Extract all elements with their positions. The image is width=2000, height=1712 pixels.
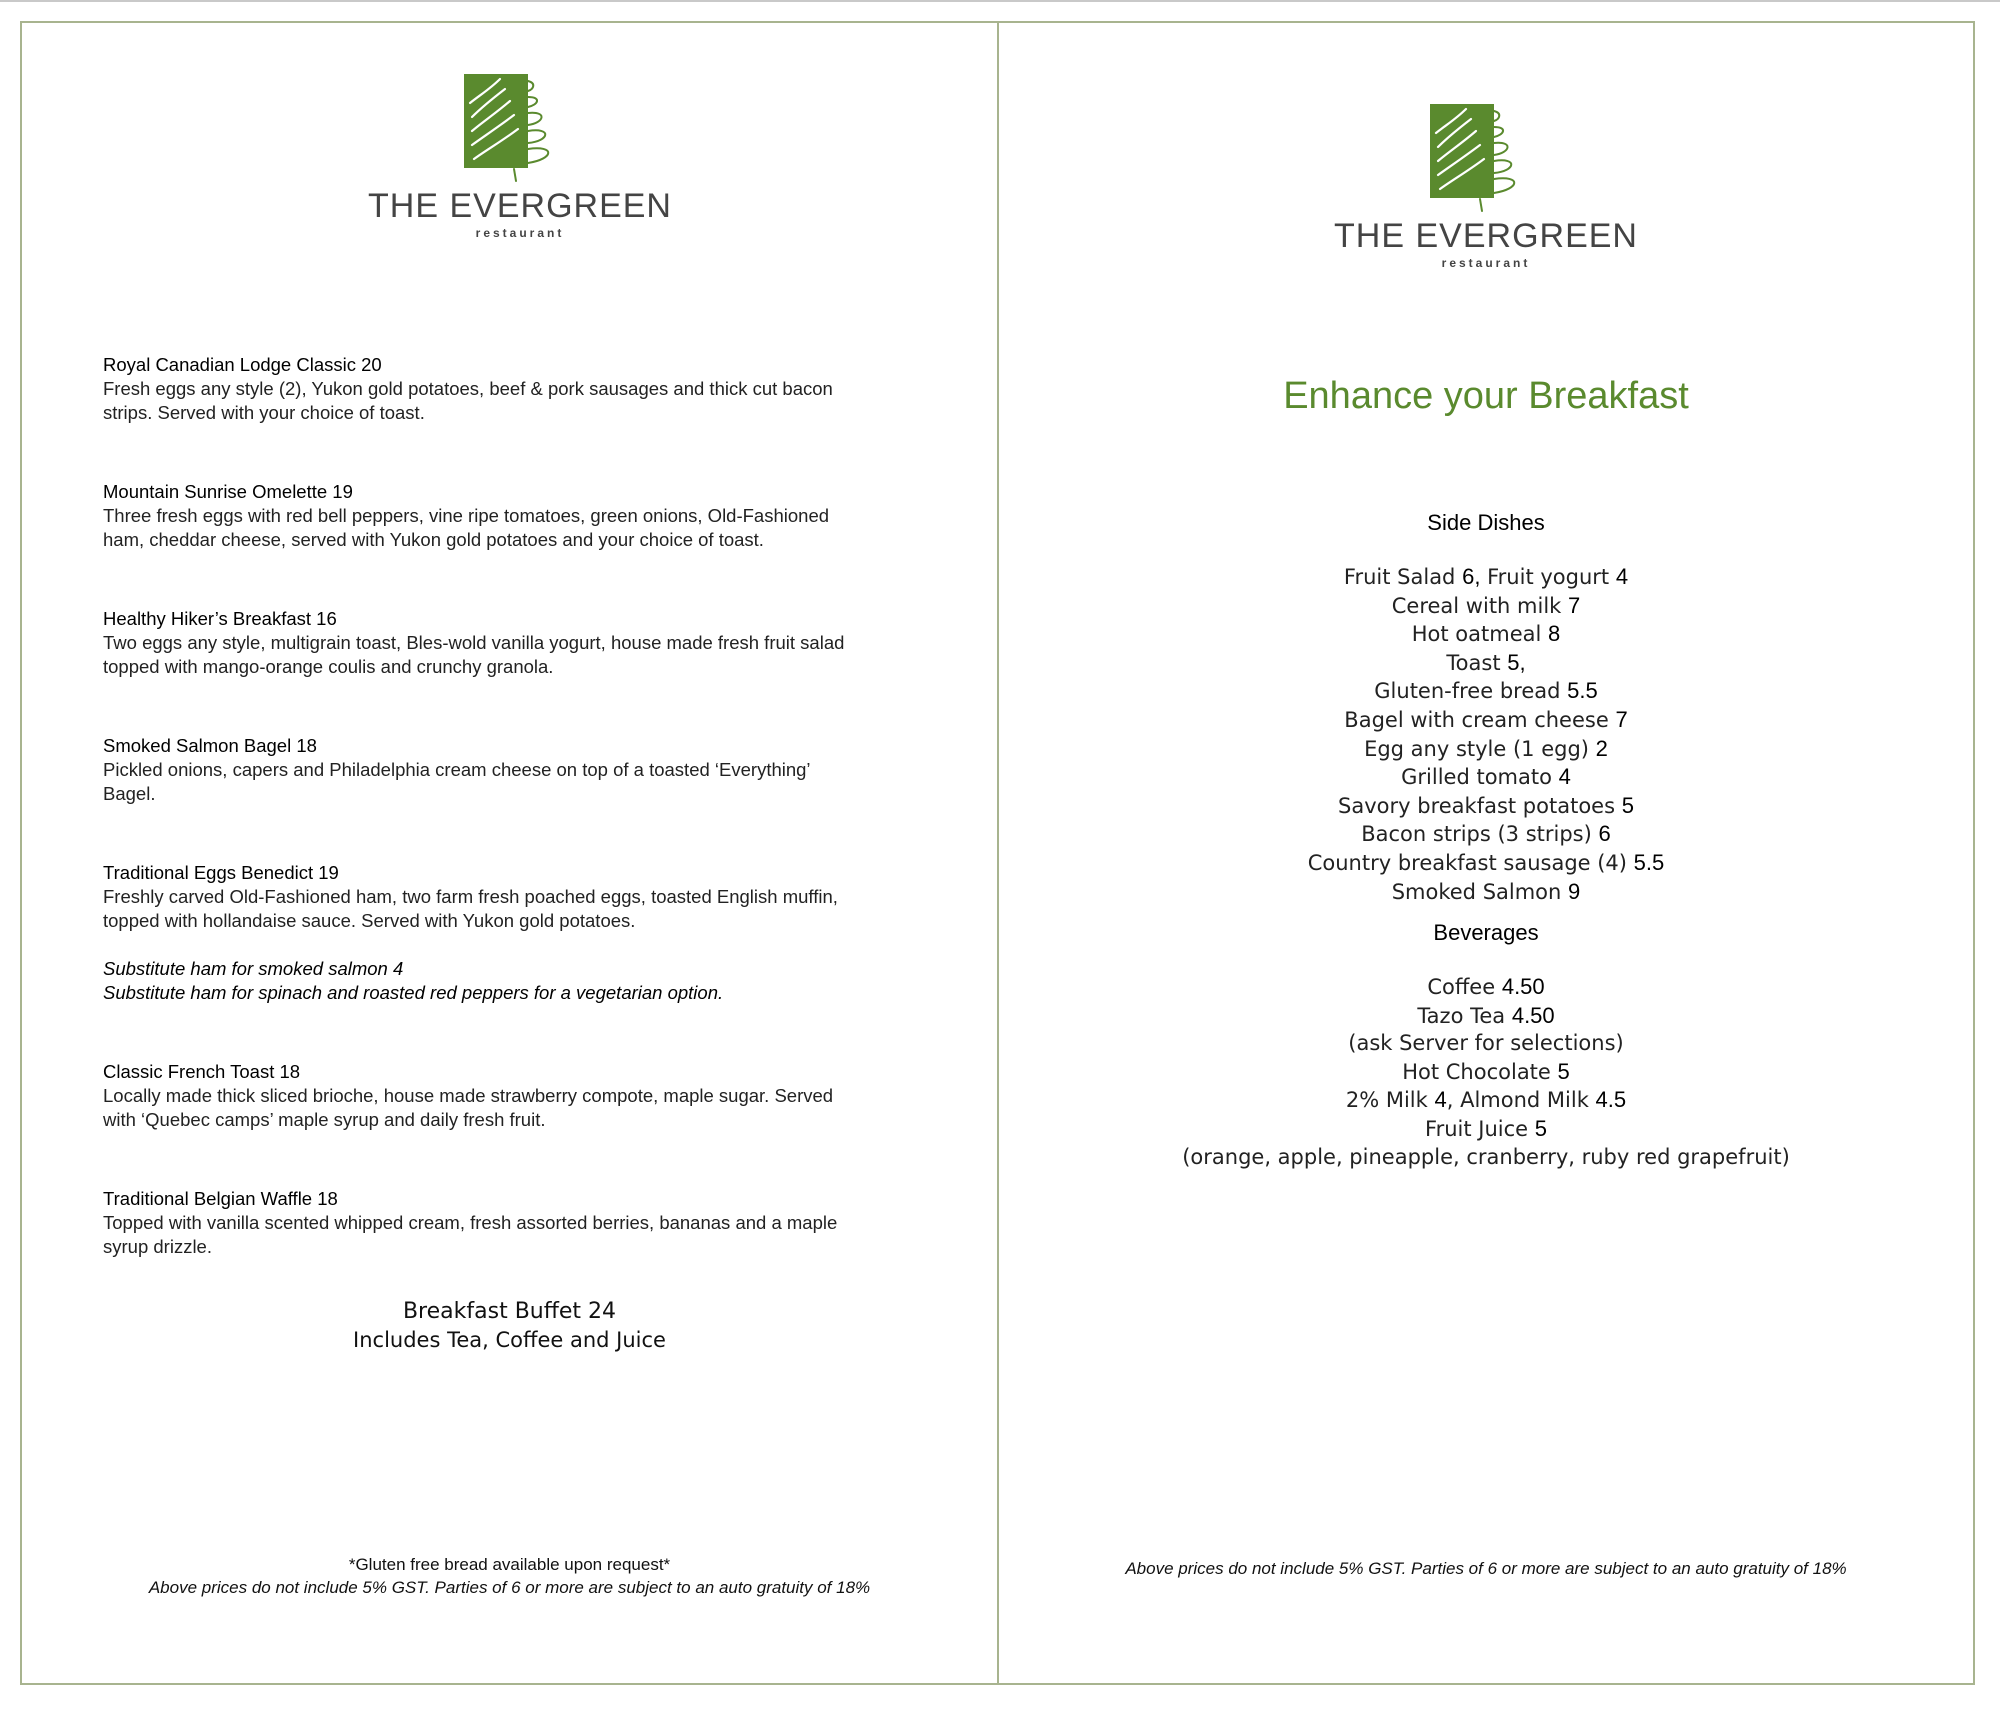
item-text: Hot Chocolate xyxy=(1402,1059,1558,1084)
menu-item xyxy=(103,734,923,806)
menu-item-description: Locally made thick sliced brioche, house made strawberry compote, maple sugar. Served xyxy=(103,1085,834,1106)
side-dish-item xyxy=(999,792,1973,821)
price: 4.50 xyxy=(1501,974,1545,999)
beverage-item xyxy=(999,1002,1973,1031)
right-page xyxy=(999,23,1973,1683)
item-text: 2% Milk xyxy=(1345,1088,1435,1113)
beverage-item xyxy=(999,1086,1973,1115)
price: 7 xyxy=(1568,592,1581,618)
item-text: Egg any style (1 egg) xyxy=(1364,736,1596,761)
menu-item-description: topped with hollandaise sauce. Served with Yukon gold potatoes. xyxy=(103,910,636,931)
menu-item-description: Two eggs any style, multigrain toast, Bles-wold vanilla yogurt, house made fresh fruit salad xyxy=(103,632,845,653)
price: 5 xyxy=(1621,792,1634,818)
beverage-item xyxy=(999,1030,1973,1058)
brand-logo-right xyxy=(1334,99,1638,279)
menu-item-description: Pickled onions, capers and Philadelphia cream cheese on top of a toasted ‘Everything’ xyxy=(103,759,811,780)
menu-item-description: syrup drizzle. xyxy=(103,1236,212,1257)
brand-logo xyxy=(368,69,672,249)
right-footer-tax-note: Above prices do not include 5% GST. Parties of 6 or more are subject to an auto gratuity of 18% xyxy=(1125,1559,1847,1578)
brand-name: THE EVERGREEN xyxy=(1334,217,1638,255)
price: 2 xyxy=(1595,735,1608,761)
brand-subtitle: restaurant xyxy=(1441,256,1531,270)
item-text: Coffee xyxy=(1427,975,1502,999)
menu-item-title: Royal Canadian Lodge Classic 20 xyxy=(103,354,382,375)
buffet-title: Breakfast Buffet 24 xyxy=(402,1299,617,1324)
menu-item-description: ham, cheddar cheese, served with Yukon gold potatoes and your choice of toast. xyxy=(103,529,764,550)
beverage-item xyxy=(999,1144,1973,1172)
item-text: (ask Server for selections) xyxy=(1348,1031,1624,1056)
item-text: Cereal with milk xyxy=(1391,593,1568,618)
menu-item-title: Traditional Eggs Benedict 19 xyxy=(103,862,339,883)
item-text: Bacon strips (3 strips) xyxy=(1361,822,1599,847)
item-text: Hot oatmeal xyxy=(1411,622,1548,647)
left-page xyxy=(22,23,997,1683)
tax-note: Above prices do not include 5% GST. Parties of 6 or more are subject to an auto gratuity of 18% xyxy=(148,1578,871,1597)
menu-item xyxy=(103,607,923,679)
item-text: Tazo Tea xyxy=(1417,1003,1512,1028)
menu-item-notes xyxy=(103,957,923,1005)
item-text: , Almond Milk xyxy=(1446,1088,1596,1113)
menu-item-title: Classic French Toast 18 xyxy=(103,1061,301,1082)
item-text: Savory breakfast potatoes xyxy=(1338,793,1622,818)
beverage-item xyxy=(999,1115,1973,1144)
side-dish-item xyxy=(999,563,1973,592)
item-text: Fruit yogurt xyxy=(1480,565,1616,589)
price: 4.50 xyxy=(1511,1002,1555,1028)
side-dish-item xyxy=(999,620,1973,649)
menu-item xyxy=(103,861,923,1005)
price: 5, xyxy=(1507,649,1526,675)
price: 5.5 xyxy=(1567,678,1598,704)
side-dishes-section xyxy=(999,509,1973,906)
menu-item-title: Traditional Belgian Waffle 18 xyxy=(103,1188,338,1209)
menu-item-note: Substitute ham for smoked salmon 4 xyxy=(103,958,404,979)
side-dishes-list xyxy=(999,563,1973,906)
menu-item-title: Smoked Salmon Bagel 18 xyxy=(103,735,317,756)
beverages-section xyxy=(999,919,1973,1171)
item-text: Fruit Juice xyxy=(1425,1116,1535,1141)
gluten-free-note: *Gluten free bread available upon request* xyxy=(348,1555,671,1574)
side-dish-item xyxy=(999,735,1973,764)
evergreen-tree-logo-icon xyxy=(1334,99,1638,279)
menu-item-description: Three fresh eggs with red bell peppers, vine ripe tomatoes, green onions, Old-Fashioned xyxy=(103,505,830,526)
side-dish-item xyxy=(999,763,1973,792)
side-dish-item xyxy=(999,649,1973,678)
beverages-list xyxy=(999,973,1973,1171)
item-text: Country breakfast sausage (4) xyxy=(1307,850,1634,875)
price: 6, xyxy=(1462,564,1481,589)
menu-item-description: strips. Served with your choice of toast. xyxy=(103,402,425,423)
item-text: Gluten-free bread xyxy=(1374,679,1568,704)
menu-item-description: Topped with vanilla scented whipped cream, fresh assorted berries, bananas and a maple xyxy=(103,1212,838,1233)
menu-item xyxy=(103,353,923,425)
side-dish-item xyxy=(999,878,1973,907)
price: 9 xyxy=(1568,878,1581,904)
price: 5 xyxy=(1557,1058,1570,1084)
beverage-item xyxy=(999,973,1973,1002)
menu-item-note: Substitute ham for spinach and roasted red peppers for a vegetarian option. xyxy=(103,982,724,1003)
beverage-item xyxy=(999,1058,1973,1087)
price: 4 xyxy=(1434,1087,1447,1113)
side-dish-item xyxy=(999,706,1973,735)
side-dish-item xyxy=(999,849,1973,878)
left-footer xyxy=(22,1553,997,1599)
menu-item-title: Healthy Hiker’s Breakfast 16 xyxy=(103,608,337,629)
menu-item xyxy=(103,480,923,552)
menu-item-title: Mountain Sunrise Omelette 19 xyxy=(103,481,353,502)
price: 4.5 xyxy=(1595,1087,1627,1113)
breakfast-buffet xyxy=(22,1298,997,1354)
side-dish-item xyxy=(999,677,1973,706)
menu-item-description: Bagel. xyxy=(103,783,156,804)
item-text: (orange, apple, pineapple, cranberry, ruby red grapefruit) xyxy=(1182,1144,1790,1169)
menu-item-description: topped with mango-orange coulis and crunchy granola. xyxy=(103,656,554,677)
menu-item-description: Freshly carved Old-Fashioned ham, two farm fresh poached eggs, toasted English muffin, xyxy=(103,886,838,907)
menu-item-description: with ‘Quebec camps’ maple syrup and daily fresh fruit. xyxy=(103,1109,546,1130)
brand-name: THE EVERGREEN xyxy=(368,187,672,225)
price: 6 xyxy=(1598,821,1611,847)
menu-list xyxy=(103,353,923,1314)
side-dish-item xyxy=(999,820,1973,849)
price: 7 xyxy=(1615,706,1628,732)
side-dish-item xyxy=(999,592,1973,621)
buffet-subtitle: Includes Tea, Coffee and Juice xyxy=(353,1328,666,1352)
item-text: Smoked Salmon xyxy=(1391,879,1569,904)
price: 8 xyxy=(1548,621,1561,647)
price: 4 xyxy=(1615,564,1629,589)
menu-item xyxy=(103,1060,923,1132)
menu-item xyxy=(103,1187,923,1259)
evergreen-tree-logo-icon xyxy=(368,69,672,249)
enhance-title: Enhance your Breakfast xyxy=(1283,375,1689,417)
price: 4 xyxy=(1558,764,1571,790)
item-text: Toast xyxy=(1446,650,1508,675)
item-text: Grilled tomato xyxy=(1401,765,1559,790)
price: 5.5 xyxy=(1633,849,1665,875)
side-dishes-heading: Side Dishes xyxy=(1427,510,1545,535)
item-text: Fruit Salad xyxy=(1343,565,1463,589)
item-text: Bagel with cream cheese xyxy=(1344,707,1616,732)
brand-subtitle: restaurant xyxy=(475,226,565,240)
top-rule xyxy=(0,0,2000,2)
menu-item-description: Fresh eggs any style (2), Yukon gold potatoes, beef & pork sausages and thick cut bacon xyxy=(103,378,833,399)
beverages-heading: Beverages xyxy=(1433,920,1539,945)
price: 5 xyxy=(1534,1115,1547,1141)
